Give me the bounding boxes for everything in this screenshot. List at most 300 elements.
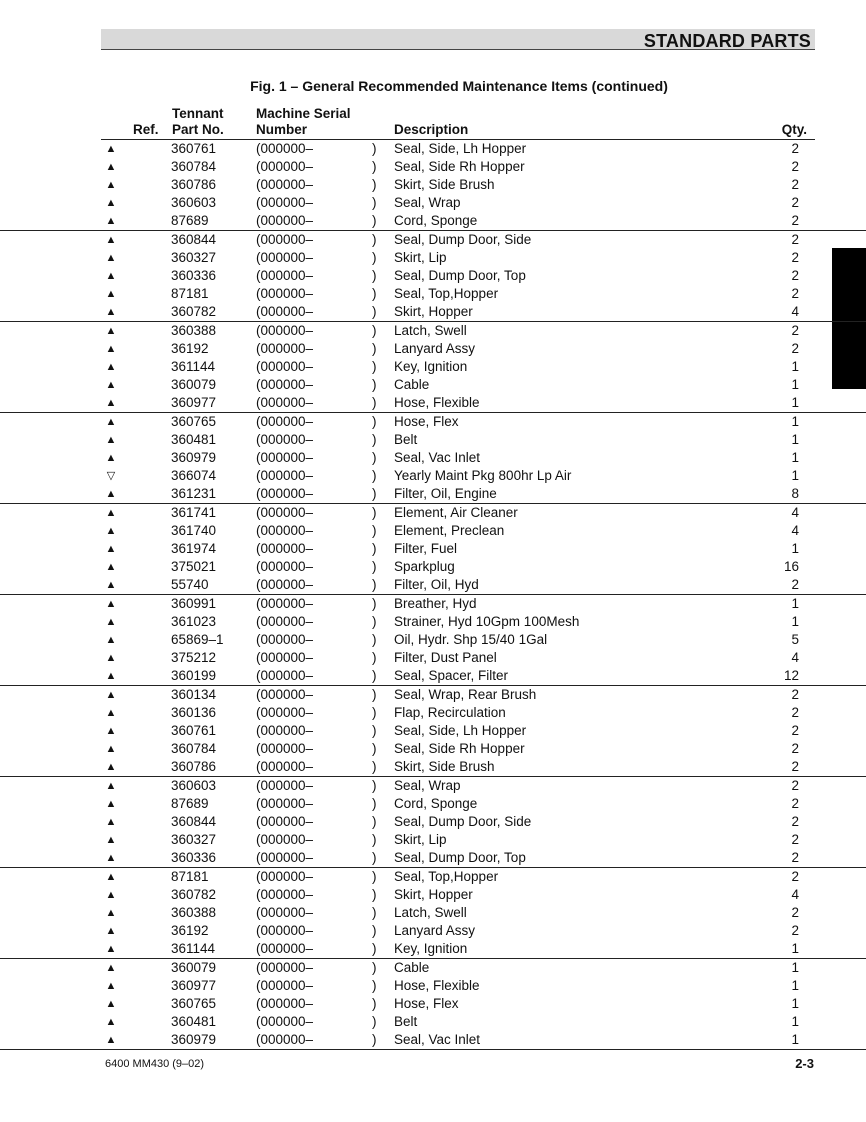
part-number: 360844: [171, 232, 217, 247]
ref-marker: ▽: [106, 470, 116, 482]
ref-marker: ▲: [105, 579, 117, 591]
part-number: 360977: [171, 978, 217, 993]
serial-number: (000000–: [256, 432, 314, 447]
serial-number: (000000–: [256, 377, 314, 392]
quantity: 1: [791, 359, 799, 374]
table-row: [0, 285, 866, 303]
ref-marker: ▲: [105, 452, 117, 464]
quantity: 2: [791, 250, 799, 265]
description: Skirt, Hopper: [394, 304, 473, 319]
column-header-part-line2: Part No.: [172, 122, 224, 137]
serial-number: (000000–: [256, 577, 314, 592]
quantity: 1: [791, 468, 799, 483]
table-row: [0, 740, 866, 758]
parts-table: [0, 140, 866, 1050]
serial-close: ): [372, 614, 377, 629]
column-header-description: Description: [394, 122, 469, 137]
part-number: 360327: [171, 250, 217, 265]
part-number: 36192: [171, 341, 209, 356]
table-row: [0, 504, 866, 522]
description: Belt: [394, 1014, 418, 1029]
serial-number: (000000–: [256, 996, 314, 1011]
serial-number: (000000–: [256, 177, 314, 192]
serial-number: (000000–: [256, 614, 314, 629]
ref-marker: ▲: [105, 761, 117, 773]
serial-close: ): [372, 323, 377, 338]
serial-close: ): [372, 978, 377, 993]
quantity: 1: [791, 541, 799, 556]
serial-close: ): [372, 450, 377, 465]
description: Key, Ignition: [394, 941, 468, 956]
quantity: 1: [791, 960, 799, 975]
quantity: 2: [791, 232, 799, 247]
description: Seal, Dump Door, Top: [394, 850, 526, 865]
serial-number: (000000–: [256, 887, 314, 902]
quantity: 1: [791, 377, 799, 392]
ref-marker: ▲: [105, 1034, 117, 1046]
serial-number: (000000–: [256, 923, 314, 938]
serial-close: ): [372, 650, 377, 665]
part-number: 87689: [171, 213, 209, 228]
serial-close: ): [372, 632, 377, 647]
serial-number: (000000–: [256, 850, 314, 865]
serial-number: (000000–: [256, 705, 314, 720]
part-number: 360079: [171, 960, 217, 975]
table-row: [0, 940, 866, 959]
serial-number: (000000–: [256, 960, 314, 975]
ref-marker: ▲: [105, 1016, 117, 1028]
description: Seal, Vac Inlet: [394, 450, 481, 465]
serial-close: ): [372, 759, 377, 774]
table-row: [0, 558, 866, 576]
description: Element, Preclean: [394, 523, 505, 538]
description: Cord, Sponge: [394, 796, 478, 811]
table-row: [0, 485, 866, 504]
serial-number: (000000–: [256, 1032, 314, 1047]
quantity: 1: [791, 1032, 799, 1047]
part-number: 87181: [171, 286, 209, 301]
ref-marker: ▲: [105, 416, 117, 428]
quantity: 1: [791, 395, 799, 410]
ref-marker: ▲: [105, 707, 117, 719]
description: Seal, Vac Inlet: [394, 1032, 481, 1047]
serial-number: (000000–: [256, 978, 314, 993]
serial-number: (000000–: [256, 741, 314, 756]
part-number: 360977: [171, 395, 217, 410]
table-row: [0, 540, 866, 558]
ref-marker: ▲: [105, 871, 117, 883]
serial-close: ): [372, 705, 377, 720]
description: Seal, Wrap: [394, 195, 461, 210]
serial-close: ): [372, 268, 377, 283]
ref-marker: ▲: [105, 689, 117, 701]
table-row: [0, 722, 866, 740]
serial-number: (000000–: [256, 814, 314, 829]
table-row: [0, 322, 866, 340]
quantity: 2: [791, 286, 799, 301]
table-row: [0, 777, 866, 795]
page-title: STANDARD PARTS: [643, 31, 811, 51]
table-row: [0, 977, 866, 995]
description: Filter, Dust Panel: [394, 650, 497, 665]
serial-close: ): [372, 814, 377, 829]
ref-marker: ▲: [105, 397, 117, 409]
table-row: [0, 194, 866, 212]
serial-number: (000000–: [256, 268, 314, 283]
serial-close: ): [372, 832, 377, 847]
ref-marker: ▲: [105, 161, 117, 173]
part-number: 360782: [171, 887, 217, 902]
ref-marker: ▲: [105, 561, 117, 573]
quantity: 2: [791, 687, 799, 702]
table-row: [0, 212, 866, 231]
part-number: 360782: [171, 304, 217, 319]
part-number: 360388: [171, 323, 217, 338]
serial-close: ): [372, 341, 377, 356]
serial-close: ): [372, 359, 377, 374]
quantity: 4: [791, 523, 799, 538]
quantity: 2: [791, 850, 799, 865]
serial-number: (000000–: [256, 596, 314, 611]
table-row: [0, 140, 866, 158]
ref-marker: ▲: [105, 543, 117, 555]
serial-number: (000000–: [256, 905, 314, 920]
serial-close: ): [372, 486, 377, 501]
serial-close: ): [372, 869, 377, 884]
description: Key, Ignition: [394, 359, 468, 374]
table-row: [0, 413, 866, 431]
quantity: 1: [791, 996, 799, 1011]
part-number: 360199: [171, 668, 217, 683]
ref-marker: ▲: [105, 270, 117, 282]
description: Seal, Dump Door, Side: [394, 814, 532, 829]
serial-number: (000000–: [256, 468, 314, 483]
description: Filter, Oil, Hyd: [394, 577, 479, 592]
table-row: [0, 995, 866, 1013]
ref-marker: ▲: [105, 907, 117, 919]
column-header-serial-line2: Number: [256, 122, 308, 137]
description: Filter, Oil, Engine: [394, 486, 497, 501]
table-row: [0, 1031, 866, 1050]
ref-marker: ▲: [105, 288, 117, 300]
ref-marker: ▲: [105, 852, 117, 864]
description: Seal, Dump Door, Top: [394, 268, 526, 283]
quantity: 4: [791, 304, 799, 319]
serial-close: ): [372, 141, 377, 156]
part-number: 360603: [171, 778, 217, 793]
serial-number: (000000–: [256, 796, 314, 811]
ref-marker: ▲: [105, 670, 117, 682]
ref-marker: ▲: [105, 889, 117, 901]
part-number: 361023: [171, 614, 217, 629]
table-row: [0, 849, 866, 868]
part-number: 375021: [171, 559, 217, 574]
serial-number: (000000–: [256, 213, 314, 228]
serial-close: ): [372, 850, 377, 865]
serial-number: (000000–: [256, 650, 314, 665]
serial-number: (000000–: [256, 195, 314, 210]
part-number: 361144: [171, 941, 216, 956]
serial-close: ): [372, 195, 377, 210]
serial-number: (000000–: [256, 359, 314, 374]
description: Seal, Side, Lh Hopper: [394, 141, 527, 156]
table-row: [0, 813, 866, 831]
column-header-qty: Qty.: [781, 122, 807, 137]
part-number: 360991: [171, 596, 217, 611]
part-number: 361144: [171, 359, 216, 374]
description: Latch, Swell: [394, 905, 467, 920]
serial-number: (000000–: [256, 250, 314, 265]
column-header-ref: Ref.: [133, 122, 159, 137]
part-number: 360765: [171, 996, 217, 1011]
description: Hose, Flexible: [394, 978, 480, 993]
serial-close: ): [372, 796, 377, 811]
part-number: 360765: [171, 414, 217, 429]
part-number: 360481: [171, 1014, 217, 1029]
serial-close: ): [372, 1032, 377, 1047]
serial-close: ): [372, 1014, 377, 1029]
serial-close: ): [372, 395, 377, 410]
ref-marker: ▲: [105, 234, 117, 246]
table-row: [0, 959, 866, 977]
part-number: 360784: [171, 159, 217, 174]
table-row: [0, 431, 866, 449]
serial-number: (000000–: [256, 687, 314, 702]
serial-number: (000000–: [256, 395, 314, 410]
serial-close: ): [372, 213, 377, 228]
ref-marker: ▲: [105, 962, 117, 974]
part-number: 360136: [171, 705, 217, 720]
quantity: 5: [791, 632, 799, 647]
quantity: 16: [783, 559, 799, 574]
quantity: 1: [791, 596, 799, 611]
description: Hose, Flex: [394, 996, 459, 1011]
description: Lanyard Assy: [394, 341, 476, 356]
quantity: 2: [791, 832, 799, 847]
ref-marker: ▲: [105, 798, 117, 810]
table-row: [0, 1013, 866, 1031]
description: Seal, Side Rh Hopper: [394, 741, 525, 756]
table-row: [0, 886, 866, 904]
table-row: [0, 649, 866, 667]
serial-close: ): [372, 887, 377, 902]
part-number: 361741: [171, 505, 217, 520]
ref-marker: ▲: [105, 598, 117, 610]
table-row: [0, 340, 866, 358]
serial-close: ): [372, 559, 377, 574]
quantity: 2: [791, 796, 799, 811]
description: Hose, Flex: [394, 414, 459, 429]
serial-close: ): [372, 414, 377, 429]
description: Cord, Sponge: [394, 213, 478, 228]
quantity: 2: [791, 778, 799, 793]
quantity: 2: [791, 213, 799, 228]
serial-number: (000000–: [256, 286, 314, 301]
part-number: 360336: [171, 268, 217, 283]
ref-marker: ▲: [105, 252, 117, 264]
serial-number: (000000–: [256, 832, 314, 847]
serial-number: (000000–: [256, 668, 314, 683]
serial-close: ): [372, 505, 377, 520]
quantity: 2: [791, 141, 799, 156]
part-number: 87689: [171, 796, 209, 811]
ref-marker: ▲: [105, 834, 117, 846]
document-id: 6400 MM430 (9–02): [105, 1058, 205, 1070]
part-number: 360079: [171, 377, 217, 392]
description: Latch, Swell: [394, 323, 467, 338]
serial-number: (000000–: [256, 304, 314, 319]
table-row: [0, 267, 866, 285]
ref-marker: ▲: [105, 197, 117, 209]
serial-close: ): [372, 996, 377, 1011]
ref-marker: ▲: [105, 980, 117, 992]
ref-marker: ▲: [105, 725, 117, 737]
table-row: [0, 704, 866, 722]
table-row: [0, 631, 866, 649]
part-number: 65869–1: [171, 632, 224, 647]
quantity: 1: [791, 978, 799, 993]
description: Element, Air Cleaner: [394, 505, 518, 520]
serial-close: ): [372, 668, 377, 683]
table-row: [0, 394, 866, 413]
serial-number: (000000–: [256, 450, 314, 465]
serial-number: (000000–: [256, 523, 314, 538]
description: Skirt, Hopper: [394, 887, 473, 902]
serial-number: (000000–: [256, 541, 314, 556]
quantity: 1: [791, 614, 799, 629]
table-row: [0, 831, 866, 849]
table-row: [0, 358, 866, 376]
description: Skirt, Side Brush: [394, 759, 495, 774]
ref-marker: ▲: [105, 343, 117, 355]
ref-marker: ▲: [105, 998, 117, 1010]
serial-close: ): [372, 541, 377, 556]
description: Cable: [394, 960, 430, 975]
serial-close: ): [372, 960, 377, 975]
serial-number: (000000–: [256, 632, 314, 647]
serial-number: (000000–: [256, 778, 314, 793]
table-row: [0, 231, 866, 249]
ref-marker: ▲: [105, 780, 117, 792]
serial-number: (000000–: [256, 1014, 314, 1029]
serial-close: ): [372, 577, 377, 592]
table-row: [0, 922, 866, 940]
serial-number: (000000–: [256, 759, 314, 774]
quantity: 1: [791, 450, 799, 465]
serial-close: ): [372, 741, 377, 756]
description: Seal, Side, Lh Hopper: [394, 723, 527, 738]
serial-number: (000000–: [256, 414, 314, 429]
quantity: 2: [791, 268, 799, 283]
quantity: 2: [791, 869, 799, 884]
part-number: 360979: [171, 1032, 217, 1047]
ref-marker: ▲: [105, 143, 117, 155]
quantity: 2: [791, 705, 799, 720]
quantity: 2: [791, 814, 799, 829]
description: Seal, Dump Door, Side: [394, 232, 532, 247]
ref-marker: ▲: [105, 379, 117, 391]
serial-close: ): [372, 468, 377, 483]
description: Lanyard Assy: [394, 923, 476, 938]
quantity: 2: [791, 177, 799, 192]
serial-number: (000000–: [256, 723, 314, 738]
table-row: [0, 303, 866, 322]
part-number: 360388: [171, 905, 217, 920]
serial-close: ): [372, 687, 377, 702]
ref-marker: ▲: [105, 488, 117, 500]
part-number: 36192: [171, 923, 209, 938]
part-number: 360786: [171, 177, 217, 192]
ref-marker: ▲: [105, 816, 117, 828]
description: Sparkplug: [394, 559, 455, 574]
table-row: [0, 158, 866, 176]
part-number: 55740: [171, 577, 209, 592]
serial-close: ): [372, 377, 377, 392]
part-number: 360786: [171, 759, 217, 774]
table-row: [0, 449, 866, 467]
description: Yearly Maint Pkg 800hr Lp Air: [394, 468, 572, 483]
serial-number: (000000–: [256, 323, 314, 338]
ref-marker: ▲: [105, 616, 117, 628]
serial-close: ): [372, 923, 377, 938]
part-number: 361231: [171, 486, 217, 501]
serial-close: ): [372, 159, 377, 174]
quantity: 2: [791, 923, 799, 938]
quantity: 2: [791, 323, 799, 338]
ref-marker: ▲: [105, 634, 117, 646]
serial-number: (000000–: [256, 505, 314, 520]
serial-number: (000000–: [256, 559, 314, 574]
quantity: 2: [791, 195, 799, 210]
quantity: 2: [791, 577, 799, 592]
description: Seal, Top,Hopper: [394, 869, 499, 884]
serial-number: (000000–: [256, 159, 314, 174]
description: Breather, Hyd: [394, 596, 477, 611]
quantity: 1: [791, 1014, 799, 1029]
serial-close: ): [372, 523, 377, 538]
serial-close: ): [372, 250, 377, 265]
quantity: 2: [791, 905, 799, 920]
serial-number: (000000–: [256, 341, 314, 356]
ref-marker: ▲: [105, 525, 117, 537]
description: Strainer, Hyd 10Gpm 100Mesh: [394, 614, 580, 629]
serial-number: (000000–: [256, 486, 314, 501]
description: Seal, Side Rh Hopper: [394, 159, 525, 174]
table-row: [0, 576, 866, 595]
column-header-serial-line1: Machine Serial: [256, 106, 351, 121]
table-row: [0, 667, 866, 686]
description: Skirt, Lip: [394, 832, 447, 847]
serial-close: ): [372, 177, 377, 192]
part-number: 360603: [171, 195, 217, 210]
serial-close: ): [372, 723, 377, 738]
description: Seal, Wrap: [394, 778, 461, 793]
table-row: [0, 522, 866, 540]
table-row: [0, 376, 866, 394]
column-header-part-line1: Tennant: [172, 106, 224, 121]
ref-marker: ▲: [105, 943, 117, 955]
ref-marker: ▲: [105, 434, 117, 446]
table-row: [0, 176, 866, 194]
table-row: [0, 249, 866, 267]
serial-number: (000000–: [256, 232, 314, 247]
part-number: 360844: [171, 814, 217, 829]
description: Filter, Fuel: [394, 541, 458, 556]
part-number: 360979: [171, 450, 217, 465]
ref-marker: ▲: [105, 507, 117, 519]
page-number: 2-3: [795, 1056, 814, 1071]
description: Seal, Wrap, Rear Brush: [394, 687, 537, 702]
